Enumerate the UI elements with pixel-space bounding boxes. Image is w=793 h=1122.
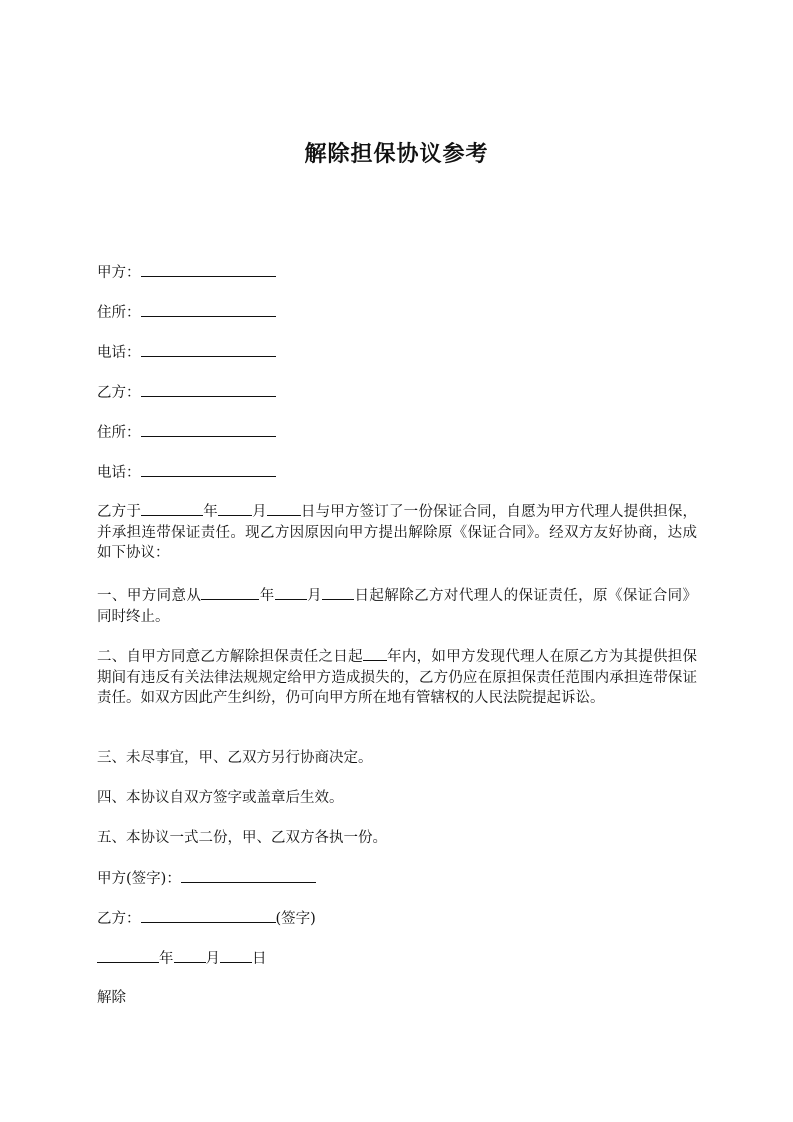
intro-month-blank[interactable] <box>218 501 252 516</box>
clause-1-text: 一、甲方同意从 <box>97 588 202 604</box>
intro-month-label: 月 <box>251 504 267 520</box>
clause-1 <box>97 585 697 627</box>
party-a-line <box>97 262 276 283</box>
clause-3: 三、未尽事宜，甲、乙双方另行协商决定。 <box>97 750 373 766</box>
party-b-label: 乙方： <box>97 385 141 401</box>
party-a-address-label: 住所： <box>97 305 141 321</box>
party-b-phone-label: 电话： <box>97 465 141 481</box>
party-b-phone-blank[interactable] <box>141 462 276 477</box>
intro-text: 乙方于 <box>97 504 142 520</box>
intro-year-label: 年 <box>203 504 218 520</box>
intro-text-rest: 日与甲方签订了一份保证合同，自愿为甲方代理人提供担保，并承担连带保证责任。现乙方因原因向甲方提出解除原《保证合同》。经双方友好协商，达成如下协议： <box>97 504 698 561</box>
clause-1-month-blank[interactable] <box>275 585 307 600</box>
party-b-address-label: 住所： <box>97 425 141 441</box>
date-line <box>97 948 267 969</box>
party-a-phone-label: 电话： <box>97 345 141 361</box>
footer-word: 解除 <box>97 990 126 1006</box>
document-title: 解除担保协议参考 <box>304 142 489 167</box>
intro-paragraph <box>97 501 697 564</box>
signature-b-line <box>97 908 316 929</box>
party-b-line <box>97 382 276 403</box>
date-month-blank[interactable] <box>174 948 206 963</box>
clause-2-years-blank[interactable] <box>363 646 387 661</box>
date-day-label: 日 <box>252 951 267 967</box>
clause-5: 五、本协议一式二份，甲、乙双方各执一份。 <box>97 830 387 846</box>
party-a-address-line <box>97 302 276 323</box>
party-a-blank[interactable] <box>141 262 276 277</box>
date-year-label: 年 <box>159 951 174 967</box>
clause-1-year-blank[interactable] <box>201 585 259 600</box>
clause-1-day-blank[interactable] <box>322 585 354 600</box>
party-b-address-blank[interactable] <box>141 422 276 437</box>
clause-1-text-rest: 日起解除乙方对代理人的保证责任，原《保证合同》同时终止。 <box>97 588 698 625</box>
date-day-blank[interactable] <box>220 948 252 963</box>
party-a-label: 甲方： <box>97 265 141 281</box>
clause-1-month-label: 月 <box>306 588 323 604</box>
intro-day-blank[interactable] <box>267 501 301 516</box>
intro-year-blank[interactable] <box>141 501 203 516</box>
signature-b-label: 乙方： <box>97 911 141 927</box>
party-b-address-line <box>97 422 276 443</box>
date-year-blank[interactable] <box>97 948 159 963</box>
party-a-address-blank[interactable] <box>141 302 276 317</box>
clause-4: 四、本协议自双方签字或盖章后生效。 <box>97 790 344 806</box>
signature-a-label: 甲方(签字)： <box>97 871 181 887</box>
date-month-label: 月 <box>205 951 220 967</box>
clause-2-text: 二、自甲方同意乙方解除担保责任之日起 <box>97 649 363 665</box>
clause-2 <box>97 646 697 709</box>
signature-b-suffix: (签字) <box>275 911 316 927</box>
clause-2-text-rest: 年内，如甲方发现代理人在原乙方为其提供担保期间有违反有关法律法规规定给甲方造成损失的，乙方仍应在原担保责任范围内承担连带保证责任。如双方因此产生纠纷，仍可向甲方所在地有管辖权的人民法院提起诉讼。 <box>97 649 698 706</box>
clause-1-year-label: 年 <box>259 588 275 604</box>
party-b-phone-line <box>97 462 276 483</box>
party-b-blank[interactable] <box>141 382 276 397</box>
party-a-phone-line <box>97 342 276 363</box>
signature-a-blank[interactable] <box>181 868 316 883</box>
signature-b-blank[interactable] <box>141 908 276 923</box>
party-a-phone-blank[interactable] <box>141 342 276 357</box>
signature-a-line <box>97 868 316 889</box>
